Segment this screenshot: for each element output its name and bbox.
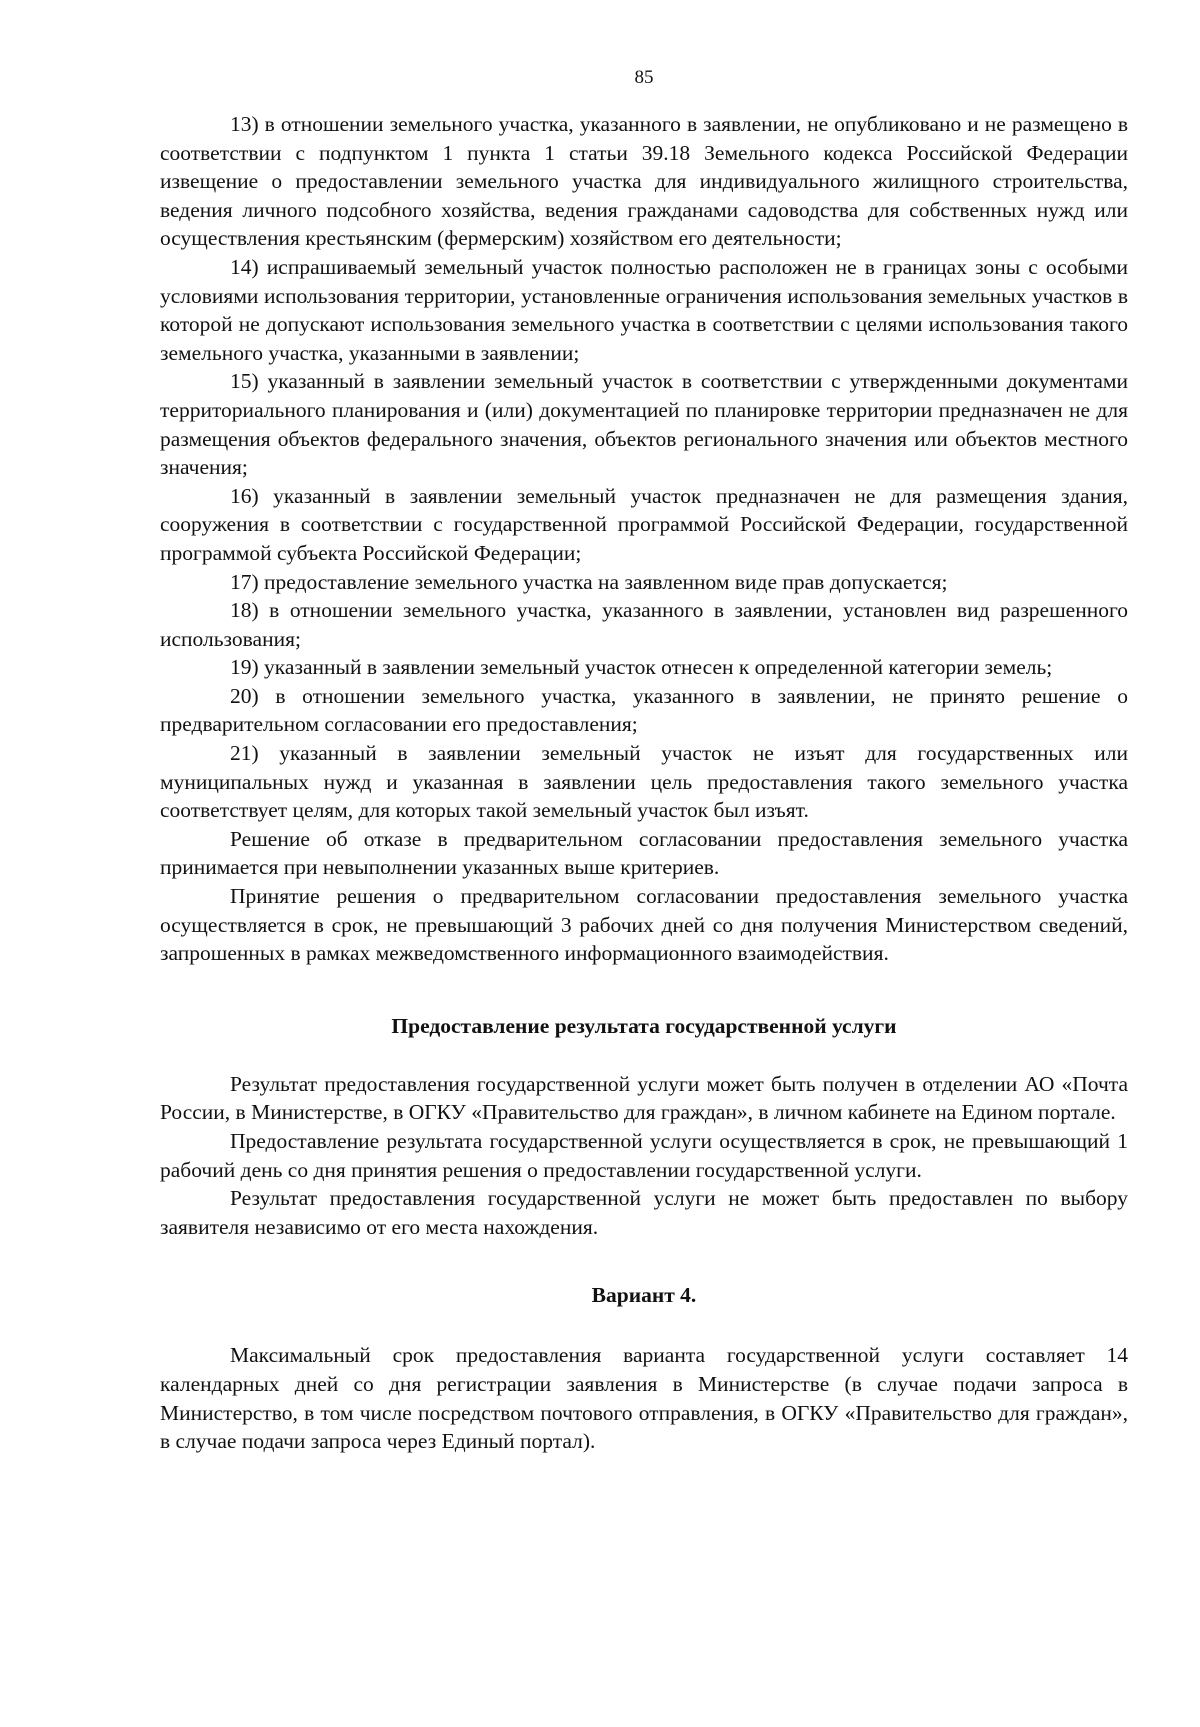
criteria-list (160, 110, 1128, 968)
paragraph-result-term: Предоставление результата государственной услуги осуществляется в срок, не превышающий 1 рабочий день со дня принятия решения о предоставлении государственной услуги. (160, 1129, 1128, 1182)
paragraph-criterion-21: 21) указанный в заявлении земельный участок не изъят для государственных или муниципальных нужд и указанная в заявлении цель предоставления такого земельного участка соответствует целям, для которых такой земельный участок был изъят. (160, 741, 1128, 823)
paragraph-criterion-13: 13) в отношении земельного участка, указанного в заявлении, не опубликовано и не размещено в соответствии с подпунктом 1 пункта 1 статьи 39.18 Земельного кодекса Российской Федерации извещение о предоставлении земельного участка для индивидуального жилищного строительства, ведения личного подсобного хозяйства, ведения гражданами садоводства для собственных нужд или осуществления крестьянским (фермерским) хозяйством его деятельности; (160, 112, 1128, 251)
paragraph-criterion-18: 18) в отношении земельного участка, указанного в заявлении, установлен вид разрешенного использования; (160, 598, 1128, 651)
paragraph-result-location: Результат предоставления государственной услуги не может быть предоставлен по выбору заявителя независимо от его места нахождения. (160, 1186, 1128, 1239)
paragraph-criterion-17: 17) предоставление земельного участка на заявленном виде прав допускается; (230, 569, 948, 594)
paragraph-decision-term: Принятие решения о предварительном согласовании предоставления земельного участка осуществляется в срок, не превышающий 3 рабочих дней со дня получения Министерством сведений, запрошенных в рамках межведомственного информационного взаимодействия. (160, 884, 1128, 966)
paragraph-variant-term: Максимальный срок предоставления варианта государственной услуги составляет 14 календарных дней со дня регистрации заявления в Министерстве (в случае подачи запроса в Министерство, в том числе посредством почтового отправления, в ОГКУ «Правительство для граждан», в случае подачи запроса через Единый портал). (160, 1343, 1128, 1454)
paragraph-criterion-16: 16) указанный в заявлении земельный участок предназначен не для размещения здания, сооружения в соответствии с государственной программой Российской Федерации, государственной программой субъекта Российской Федерации; (160, 483, 1128, 565)
variant-heading: Вариант 4. (591, 1283, 697, 1308)
paragraph-criterion-14: 14) испрашиваемый земельный участок полностью расположен не в границах зоны с особыми условиями использования территории, установленные ограничения использования земельных участков в которой не допускают использования земельного участка в соответствии с целями использования такого земельного участка, указанными в заявлении; (160, 254, 1128, 365)
paragraph-result-delivery: Результат предоставления государственной услуги может быть получен в отделении АО «Почта России, в Министерстве, в ОГКУ «Правительство для граждан», в личном кабинете на Едином портале. (160, 1071, 1128, 1125)
result-section (160, 1070, 1128, 1242)
section-heading-result: Предоставление результата государственной услуги (391, 1013, 897, 1038)
variant-section (160, 1341, 1128, 1455)
paragraph-refusal-decision: Решение об отказе в предварительном согласовании предоставления земельного участка принимается при невыполнении указанных выше критериев. (160, 826, 1128, 880)
paragraph-criterion-20: 20) в отношении земельного участка, указанного в заявлении, не принято решение о предварительном согласовании его предоставления; (160, 683, 1128, 737)
document-page (160, 66, 1128, 1456)
page-number: 85 (634, 67, 654, 88)
paragraph-criterion-19: 19) указанный в заявлении земельный участок отнесен к определенной категории земель; (230, 655, 1053, 680)
paragraph-criterion-15: 15) указанный в заявлении земельный участок в соответствии с утвержденными документами территориального планирования и (или) документацией по планировке территории предназначен не для размещения объектов федерального значения, объектов регионального значения или объектов местного значения; (160, 369, 1128, 480)
